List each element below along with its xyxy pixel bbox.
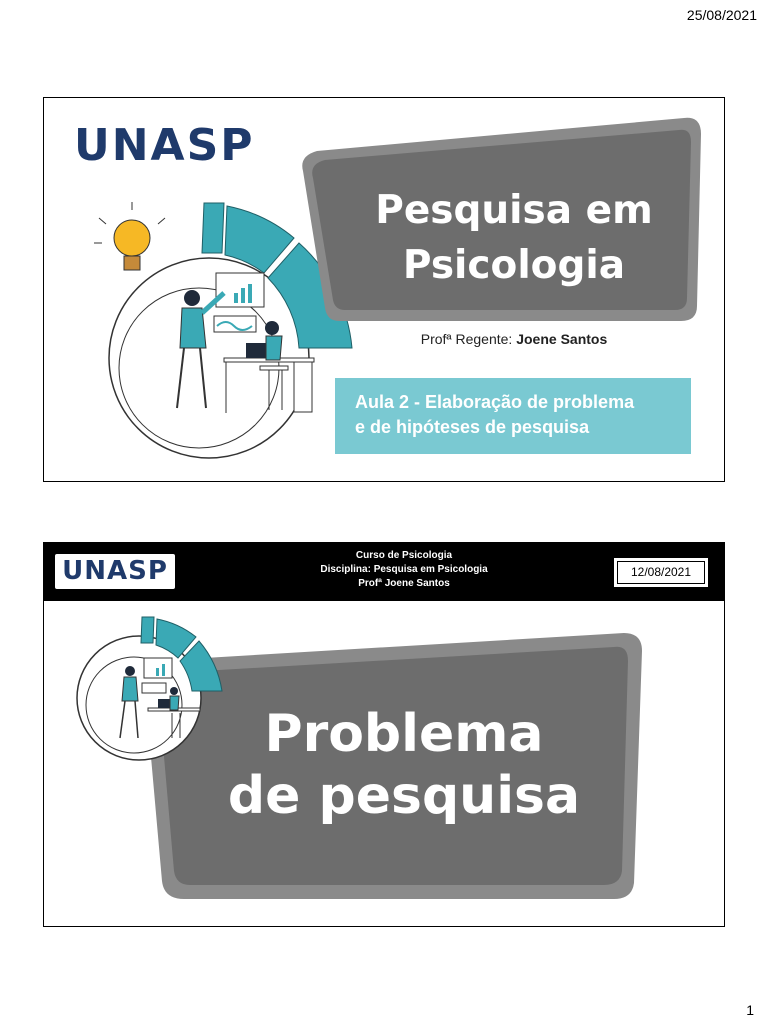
- title-line-1: Pesquisa em: [375, 188, 653, 233]
- slide-header: [44, 543, 725, 601]
- date-box: [614, 558, 708, 587]
- regent-label: Profª Regente:: [420, 331, 517, 347]
- title-line-2: Psicologia: [402, 243, 626, 288]
- course-name: Curso de Psicologia: [355, 550, 453, 561]
- slide-2: [43, 542, 725, 927]
- slide-title: [194, 703, 614, 827]
- slide-1: [43, 97, 725, 482]
- page-date: 25/08/2021: [686, 7, 757, 23]
- lesson-line-2: e de hipóteses de pesquisa: [355, 417, 590, 437]
- regent-line: [344, 331, 684, 347]
- lightbulb-icon: [94, 202, 165, 270]
- page-number: 1: [746, 1002, 754, 1018]
- unasp-logo: UNASP: [55, 554, 175, 589]
- title-line-2: de pesquisa: [227, 766, 581, 826]
- slide-date: 12/08/2021: [617, 561, 705, 584]
- slide-title: [319, 183, 709, 293]
- unasp-logo: UNASP: [74, 120, 255, 171]
- lesson-line-1: Aula 2 - Elaboração de problema: [355, 392, 635, 412]
- course-info: [254, 549, 554, 591]
- chart-board-icon: [214, 273, 264, 332]
- laptop-icon: [246, 343, 268, 358]
- discipline-name: Disciplina: Pesquisa em Psicologia: [320, 564, 488, 575]
- regent-name: Joene Santos: [516, 331, 608, 347]
- title-line-1: Problema: [264, 704, 544, 764]
- lesson-banner: [335, 378, 691, 454]
- professor-name: Profª Joene Santos: [358, 578, 450, 589]
